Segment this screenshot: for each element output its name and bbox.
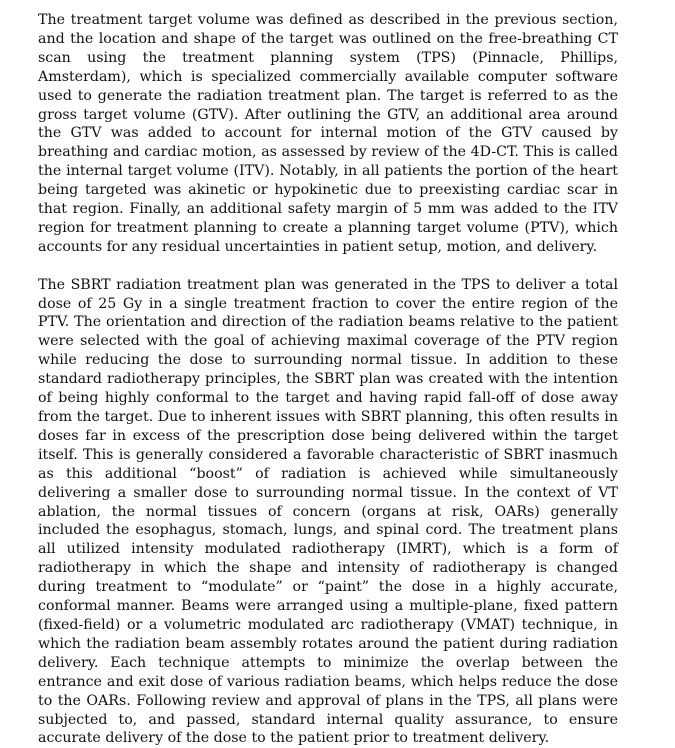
paragraph-target-volume: The treatment target volume was defined as described in the previous section, and the location and shape of the target was outlined on the free-breathing CT scan using the treatment planning system (TPS) (Pinnacle, Phillips, Amsterdam), which is specialized commercially available computer software used to generate the radiation treatment plan. The target is referred to as the gross target volume (GTV). After outlining the GTV, an additional area around the GTV was added to account for internal motion of the GTV caused by breathing and cardiac motion, as assessed by review of the 4D-CT. This is called the internal target volume (ITV). Notably, in all patients the portion of the heart being targeted was akinetic or hypokinetic due to preexisting cardiac scar in that region. Finally, an additional safety margin of 5 mm was added to the ITV region for treatment planning to create a planning target volume (PTV), which accounts for any residual uncertainties in patient setup, motion, and delivery. (38, 12, 618, 255)
paragraph-sbrt-plan: The SBRT radiation treatment plan was generated in the TPS to deliver a total dose of 25 Gy in a single treatment fraction to cover the entire region of the PTV. The orientation and direction of the radiation beams relative to the patient were selected with the goal of achieving maximal coverage of the PTV region while reducing the dose to surrounding normal tissue. In addition to these standard radiotherapy principles, the SBRT plan was created with the intention of being highly conformal to the target and having rapid fall-off of dose away from the target. Due to inherent issues with SBRT planning, this often results in doses far in excess of the prescription dose being delivered within the target itself. This is generally considered a favorable characteristic of SBRT inasmuch as this additional “boost” of radiation is achieved while simultaneously delivering a smaller dose to surrounding normal tissue. In the context of VT ablation, the normal tissues of concern (organs at risk, OARs) generally included the esophagus, stomach, lungs, and spinal cord. The treatment plans all utilized intensity modulated radiotherapy (IMRT), which is a form of radiotherapy in which the shape and intensity of radiotherapy is changed during treatment to “modulate” or “paint” the dose in a highly accurate, conformal manner. Beams were arranged using a multiple-plane, fixed pattern (fixed-field) or a volumetric modulated arc radiotherapy (VMAT) technique, in which the radiation beam assembly rotates around the patient during radiation delivery. Each technique attempts to minimize the overlap between the entrance and exit dose of various radiation beams, which helps reduce the dose to the OARs. Following review and approval of plans in the TPS, all plans were subjected to, and passed, standard internal quality assurance, to ensure accurate delivery of the dose to the patient prior to treatment delivery. (38, 276, 618, 747)
document-page (38, 11, 618, 748)
